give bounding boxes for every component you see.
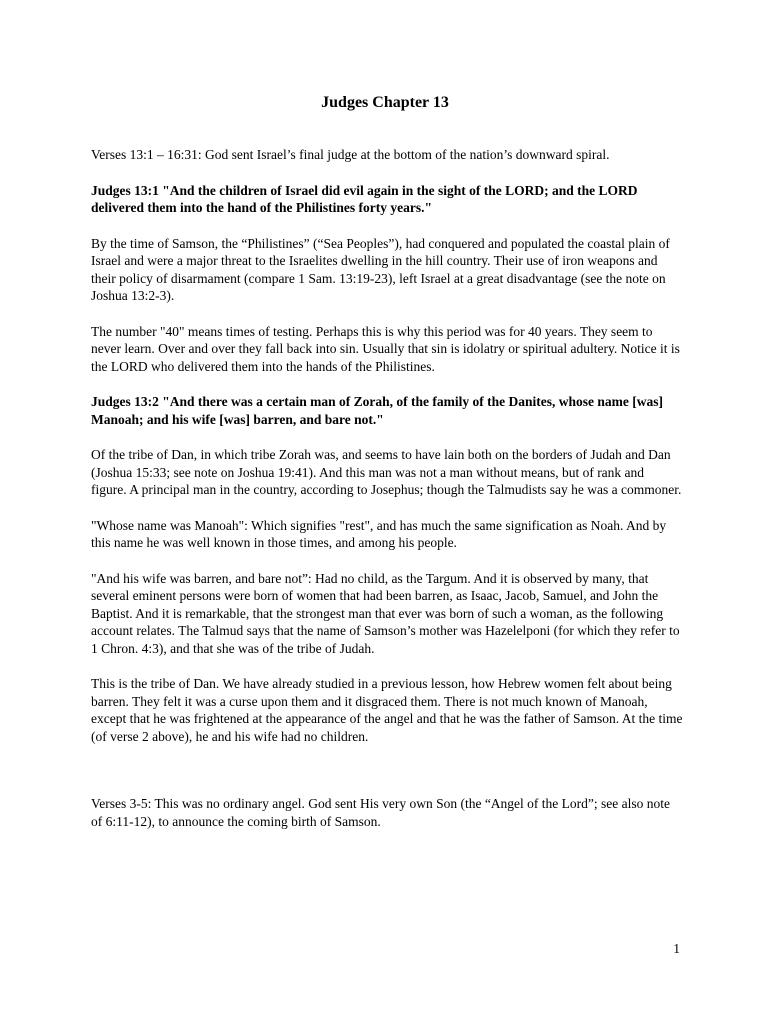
paragraph-verses-overview: Verses 13:1 – 16:31: God sent Israel’s final judge at the bottom of the nation’s downward spiral. <box>91 147 610 162</box>
page-title: Judges Chapter 13 <box>321 94 449 111</box>
paragraph-name-manoah: "Whose name was Manoah": Which signifies "rest", and has much the same signification as Noah. And by this name he was well known in those times, and among his people. <box>91 517 667 550</box>
document-body <box>91 146 683 830</box>
paragraph-tribe-dan-barren: This is the tribe of Dan. We have already studied in a previous lesson, how Hebrew women felt about being barren. They felt it was a curse upon them and it disgraced them. There is not much known of Manoah, except that he was frightened at the appearance of the angel and that he was the father of Samson. At the time (of verse 2 above), he and his wife had no children. <box>91 676 683 744</box>
paragraph-verses-3-5: Verses 3-5: This was no ordinary angel. God sent His very own Son (the “Angel of the Lord”; see also note of 6:11-12), to announce the coming birth of Samson. <box>91 796 670 829</box>
paragraph-wife-barren: "And his wife was barren, and bare not”: Had no child, as the Targum. And it is observed by many, that several eminent persons were born of women that had been barren, as Isaac, Jacob, Samuel, and John the Baptist. And it is remarkable, that the strongest man that ever was born of such a woman, as the following account relates. The Talmud says that the name of Samson’s mother was Hazelelponi (for which they refer to 1 Chron. 4:3), and that she was of the tribe of Judah. <box>91 570 680 656</box>
scripture-judges-13-2: Judges 13:2 "And there was a certain man of Zorah, of the family of the Danites, whose name [was] Manoah; and his wife [was] barren, and bare not." <box>91 394 663 427</box>
scripture-judges-13-1: Judges 13:1 "And the children of Israel did evil again in the sight of the LORD; and the LORD delivered them into the hand of the Philistines forty years." <box>91 182 638 215</box>
paragraph-tribe-of-dan: Of the tribe of Dan, in which tribe Zorah was, and seems to have lain both on the borders of Judah and Dan (Joshua 15:33; see note on Joshua 19:41). And this man was not a man without means, but of rank and figure. A principal man in the country, according to Josephus; though the Talmudists say he was a commoner. <box>91 447 682 497</box>
paragraph-number-forty: The number "40" means times of testing. Perhaps this is why this period was for 40 years. They seem to never learn. Over and over they fall back into sin. Usually that sin is idolatry or spiritual adultery. Notice it is the LORD who delivered them into the hands of the Philistines. <box>91 323 680 374</box>
page-number: 1 <box>673 941 680 956</box>
paragraph-philistines: By the time of Samson, the “Philistines” (“Sea Peoples”), had conquered and populated the coastal plain of Israel and were a major threat to the Israelites dwelling in the hill country. Their use of iron weapons and their policy of disarmament (compare 1 Sam. 13:19-23), left Israel at a great disadvantage (see the note on Joshua 13:2-3). <box>91 235 670 303</box>
